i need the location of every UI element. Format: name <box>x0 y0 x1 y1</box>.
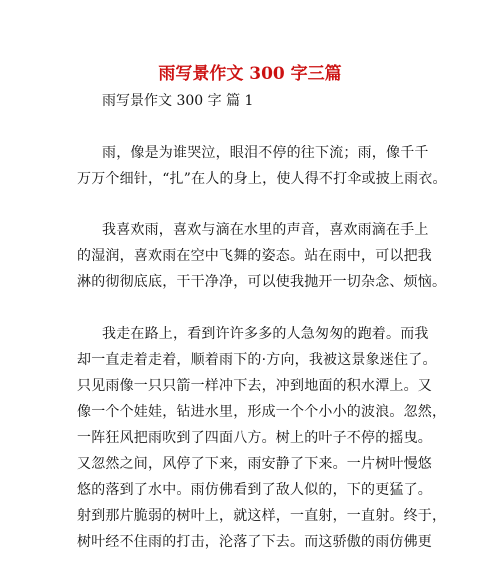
paragraph-2-line-2: 的湿润，喜欢雨在空中飞舞的姿态。站在雨中，可以把我 <box>77 248 432 264</box>
paragraph-2-line-1: 我喜欢雨，喜欢与滴在水里的声音，喜欢雨滴在手上 <box>102 222 429 238</box>
paragraph-3-line-8: 射到那片脆弱的树叶上，就这样，一直射，一直射。终于， <box>77 508 447 524</box>
document-subtitle: 雨写景作文 300 字 篇 1 <box>102 93 254 109</box>
paragraph-3-line-1: 我走在路上，看到许许多多的人急匆匆的跑着。而我 <box>102 326 429 342</box>
paragraph-3-line-3: 只见雨像一只只箭一样冲下去，冲到地面的积水潭上。又 <box>77 378 432 394</box>
paragraph-3-line-6: 又忽然之间，风停了下来，雨安静了下来。一片树叶慢悠 <box>77 456 432 472</box>
paragraph-3-line-2: 却一直走着走着，顺着雨下的·方向，我被这景象迷住了。 <box>77 352 437 368</box>
paragraph-3-line-9: 树叶经不住雨的打击，沦落了下去。而这骄傲的雨仿佛更 <box>77 534 432 550</box>
paragraph-3-line-7: 悠的落到了水中。雨仿佛看到了敌人似的，下的更猛了。 <box>77 482 432 498</box>
paragraph-1-line-1: 雨，像是为谁哭泣，眼泪不停的往下流；雨，像千千 <box>102 145 429 161</box>
paragraph-2-line-3: 淋的彻彻底底，干干净净，可以使我抛开一切杂念、烦恼。 <box>77 274 447 290</box>
paragraph-3-line-5: 一阵狂风把雨吹到了四面八方。树上的叶子不停的摇曳。 <box>77 430 432 446</box>
paragraph-3-line-4: 像一个个娃娃，钻进水里，形成一个个小小的波浪。忽然， <box>77 404 447 420</box>
paragraph-1-line-2: 万万个细针，“扎”在人的身上，使人得不打伞或披上雨衣。 <box>77 171 447 187</box>
document-title: 雨写景作文 300 字三篇 <box>158 64 342 84</box>
